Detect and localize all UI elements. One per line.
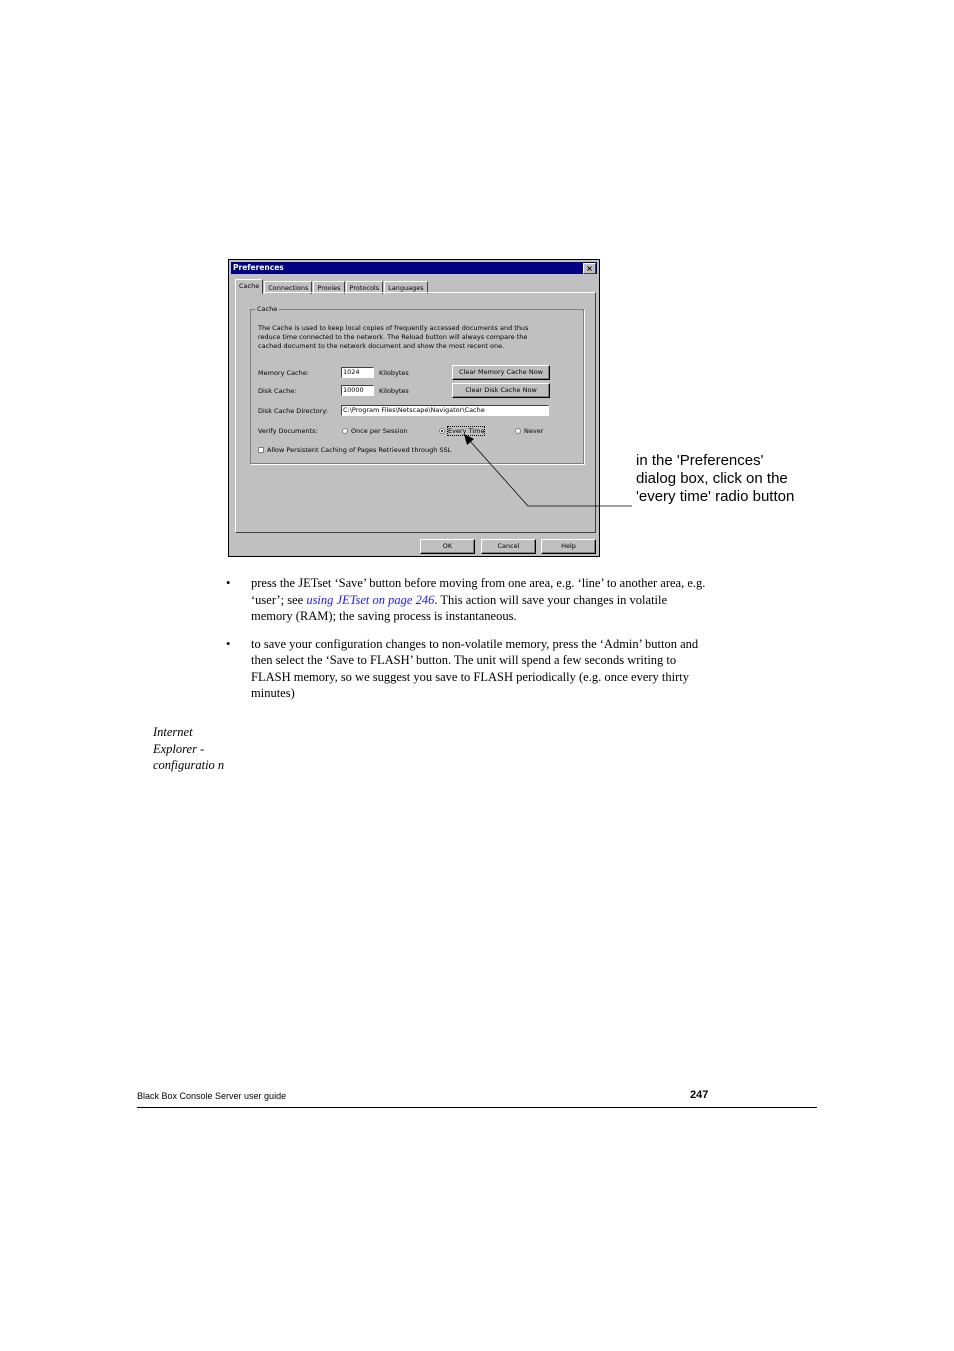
memory-cache-unit: Kilobytes (379, 369, 409, 377)
footer-title: Black Box Console Server user guide (137, 1091, 287, 1101)
dialog-title: Preferences (233, 263, 284, 272)
verify-documents-label: Verify Documents: (258, 427, 318, 435)
bullet-glyph: • (226, 576, 231, 590)
memory-cache-label: Memory Cache: (258, 369, 309, 377)
list-item (226, 575, 706, 625)
bullet-1-text-before: press the JETset ‘Save’ button before moving from one area, e.g. ‘line’ to another area, e.g. ‘user’; see (251, 576, 706, 607)
memory-cache-input[interactable]: 1024 (341, 367, 374, 378)
ok-button[interactable]: OK (420, 539, 475, 554)
radio-every-time-label: Every Time (448, 427, 485, 435)
disk-cache-directory-label: Disk Cache Directory: (258, 407, 328, 415)
radio-never-label: Never (524, 427, 544, 435)
disk-cache-unit: Kilobytes (379, 387, 409, 395)
tab-protocols[interactable]: Protocols (346, 281, 384, 294)
cancel-button[interactable]: Cancel (481, 539, 536, 554)
clear-disk-cache-button[interactable]: Clear Disk Cache Now (452, 383, 550, 398)
disk-cache-label: Disk Cache: (258, 387, 297, 395)
disk-cache-directory-input[interactable]: C:\Program Files\Netscape\Navigator\Cache (341, 405, 549, 416)
tab-proxies[interactable]: Proxies (313, 281, 344, 294)
tab-languages[interactable]: Languages (384, 281, 427, 294)
callout-text: in the 'Preferences' dialog box, click on the 'every time' radio button (636, 452, 795, 505)
disk-cache-input[interactable]: 10000 (341, 385, 374, 396)
list-item (226, 636, 706, 702)
jetset-page-link[interactable]: using JETset on page 246 (306, 592, 435, 607)
help-button[interactable]: Help (541, 539, 596, 554)
close-icon[interactable]: × (583, 263, 596, 274)
tab-connections[interactable]: Connections (264, 281, 312, 294)
radio-once-per-session-label: Once per Session (351, 427, 408, 435)
bullet-list (226, 575, 706, 713)
footer-divider (137, 1107, 817, 1108)
margin-heading: Internet Explorer - configuratio n (153, 725, 225, 772)
bullet-2-text: to save your configuration changes to non-volatile memory, press the ‘Admin’ button and then select the ‘Save to FLASH’ button. The unit will spend a few seconds writing to FLASH memory, so we suggest you save to FLASH periodically (e.g. once every thirty minutes) (251, 636, 699, 700)
persistent-caching-label: Allow Persistent Caching of Pages Retrieved through SSL (267, 446, 452, 454)
page-number: 247 (690, 1089, 709, 1101)
bullet-1-text-after: . This action will save your changes in volatile memory (RAM); the saving process is instantaneous. (251, 592, 668, 623)
cache-description: The Cache is used to keep local copies of frequently accessed documents and thus reduce time connected to the network. The Reload button will always compare the cached document to the network document and show the most recent one. (258, 324, 529, 350)
clear-memory-cache-button[interactable]: Clear Memory Cache Now (452, 365, 550, 380)
bullet-glyph: • (226, 636, 231, 651)
group-title: Cache (257, 305, 278, 313)
tab-cache[interactable]: Cache (235, 279, 263, 294)
